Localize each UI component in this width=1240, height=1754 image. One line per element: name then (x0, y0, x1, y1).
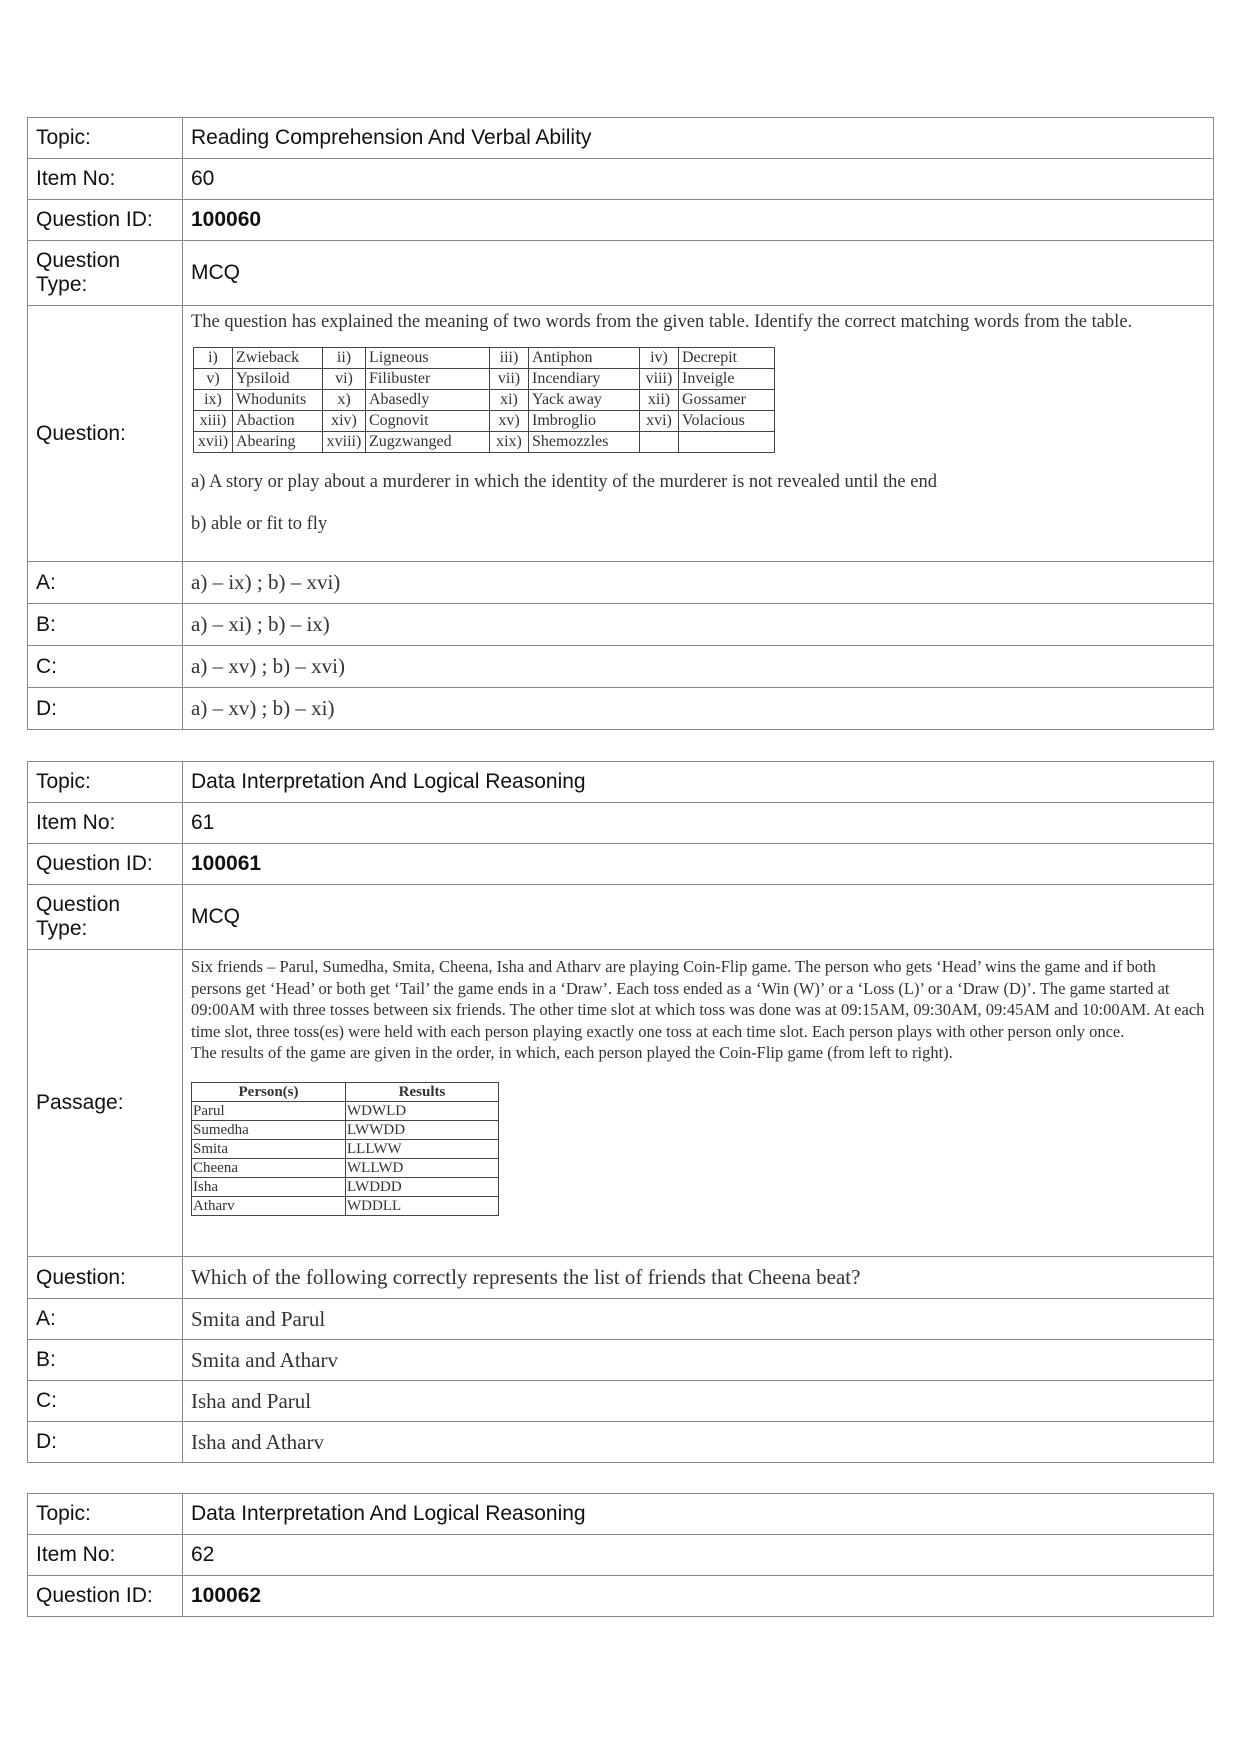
topic-label: Topic: (28, 1494, 183, 1535)
results-row (192, 1158, 499, 1177)
question-block-60 (27, 117, 1214, 730)
topic-value: Reading Comprehension And Verbal Ability (183, 118, 1214, 159)
word-table-row (194, 390, 775, 411)
option-b[interactable]: Smita and Atharv (183, 1340, 1214, 1381)
question-text: Which of the following correctly represents the list of friends that Cheena beat? (183, 1257, 1214, 1299)
option-d-label: D: (28, 1422, 183, 1463)
word-number: iii) (490, 348, 529, 369)
question-instruction: The question has explained the meaning of two words from the given table. Identify the correct matching words from the table. (191, 312, 1133, 332)
meaning-b: b) able or fit to fly (191, 514, 328, 534)
option-d-label: D: (28, 688, 183, 730)
word-entry: Filibuster (366, 369, 490, 390)
results-sequence: LWDDD (346, 1177, 499, 1196)
results-row (192, 1196, 499, 1215)
passage-label: Passage: (28, 950, 183, 1257)
word-entry: Zwieback (233, 348, 323, 369)
results-header-person: Person(s) (192, 1082, 346, 1101)
question-type-value: MCQ (183, 241, 1214, 306)
word-number: xix) (490, 432, 529, 453)
question-block-61 (27, 761, 1214, 1463)
word-number: xvi) (640, 411, 679, 432)
option-d[interactable]: a) – xv) ; b) – xi) (183, 688, 1214, 730)
word-number: xviii) (323, 432, 366, 453)
topic-value: Data Interpretation And Logical Reasoning (183, 762, 1214, 803)
word-entry: Abasedly (366, 390, 490, 411)
word-number: iv) (640, 348, 679, 369)
word-entry: Decrepit (679, 348, 775, 369)
results-sequence: WDDLL (346, 1196, 499, 1215)
word-entry: Imbroglio (529, 411, 640, 432)
word-number: v) (194, 369, 233, 390)
word-entry: Zugzwanged (366, 432, 490, 453)
results-row (192, 1120, 499, 1139)
question-type-label: Question Type: (28, 885, 183, 950)
question-type-value: MCQ (183, 885, 1214, 950)
word-table-row (194, 411, 775, 432)
topic-value: Data Interpretation And Logical Reasoning (183, 1494, 1214, 1535)
topic-label: Topic: (28, 762, 183, 803)
results-row (192, 1139, 499, 1158)
word-number: xi) (490, 390, 529, 411)
word-entry: Cognovit (366, 411, 490, 432)
word-number: xii) (640, 390, 679, 411)
option-a[interactable]: a) – ix) ; b) – xvi) (183, 562, 1214, 604)
results-person: Cheena (192, 1158, 346, 1177)
word-table (193, 347, 775, 453)
option-c-label: C: (28, 1381, 183, 1422)
word-number: vii) (490, 369, 529, 390)
question-label: Question: (28, 306, 183, 562)
option-b[interactable]: a) – xi) ; b) – ix) (183, 604, 1214, 646)
passage-body (183, 950, 1214, 1257)
word-entry: Gossamer (679, 390, 775, 411)
question-block-62 (27, 1493, 1214, 1617)
word-entry: Yack away (529, 390, 640, 411)
word-entry: Volacious (679, 411, 775, 432)
item-no-label: Item No: (28, 803, 183, 844)
results-person: Isha (192, 1177, 346, 1196)
option-c-label: C: (28, 646, 183, 688)
option-c[interactable]: Isha and Parul (183, 1381, 1214, 1422)
question-body (183, 306, 1214, 562)
word-number: ix) (194, 390, 233, 411)
word-number (640, 432, 679, 453)
passage-paragraph-1: Six friends – Parul, Sumedha, Smita, Cheena, Isha and Atharv are playing Coin-Flip game. The person who gets ‘Head’ wins the game and if both persons get ‘Head’ or both get ‘Tail’ the game ends in a ‘Draw’. Each toss ended as a ‘Win (W)’ or a ‘Loss (L)’ or a ‘Draw (D)’. The game started at 09:00AM with three tosses between six friends. The other time slot at which toss was done was at 09:15AM, 09:30AM, 09:45AM and 10:00AM. At each time slot, three toss(es) were held with each person playing exactly one toss at each time slot. Each person plays with other person only once. (191, 957, 1205, 1041)
results-header-results: Results (346, 1082, 499, 1101)
passage-paragraph-2: The results of the game are given in the order, in which, each person played the Coin-Flip game (from left to right). (191, 1043, 953, 1062)
results-table (191, 1082, 499, 1216)
word-number: ii) (323, 348, 366, 369)
option-a[interactable]: Smita and Parul (183, 1299, 1214, 1340)
word-number: xiv) (323, 411, 366, 432)
word-number: xv) (490, 411, 529, 432)
item-no-value: 60 (183, 159, 1214, 200)
item-no-value: 62 (183, 1535, 1214, 1576)
results-person: Parul (192, 1101, 346, 1120)
question-label: Question: (28, 1257, 183, 1299)
topic-label: Topic: (28, 118, 183, 159)
meaning-a: a) A story or play about a murderer in which the identity of the murderer is not revealed until the end (191, 472, 937, 492)
word-number: i) (194, 348, 233, 369)
results-row (192, 1101, 499, 1120)
word-entry: Abaction (233, 411, 323, 432)
word-entry: Ligneous (366, 348, 490, 369)
option-a-label: A: (28, 562, 183, 604)
question-id-label: Question ID: (28, 844, 183, 885)
word-table-row (194, 432, 775, 453)
results-sequence: LWWDD (346, 1120, 499, 1139)
word-entry: Abearing (233, 432, 323, 453)
word-entry: Incendiary (529, 369, 640, 390)
question-id-value: 100061 (183, 844, 1214, 885)
word-entry: Ypsiloid (233, 369, 323, 390)
word-number: viii) (640, 369, 679, 390)
word-entry (679, 432, 775, 453)
word-entry: Antiphon (529, 348, 640, 369)
question-id-label: Question ID: (28, 200, 183, 241)
word-number: vi) (323, 369, 366, 390)
word-table-row (194, 348, 775, 369)
word-entry: Shemozzles (529, 432, 640, 453)
word-number: xiii) (194, 411, 233, 432)
word-number: x) (323, 390, 366, 411)
option-b-label: B: (28, 1340, 183, 1381)
word-table-row (194, 369, 775, 390)
word-entry: Inveigle (679, 369, 775, 390)
item-no-label: Item No: (28, 159, 183, 200)
question-id-value: 100060 (183, 200, 1214, 241)
results-person: Atharv (192, 1196, 346, 1215)
word-entry: Whodunits (233, 390, 323, 411)
results-sequence: WLLWD (346, 1158, 499, 1177)
results-row (192, 1177, 499, 1196)
item-no-label: Item No: (28, 1535, 183, 1576)
results-sequence: LLLWW (346, 1139, 499, 1158)
question-type-label: Question Type: (28, 241, 183, 306)
results-sequence: WDWLD (346, 1101, 499, 1120)
results-person: Sumedha (192, 1120, 346, 1139)
option-b-label: B: (28, 604, 183, 646)
option-c[interactable]: a) – xv) ; b) – xvi) (183, 646, 1214, 688)
question-id-value: 100062 (183, 1576, 1214, 1617)
option-d[interactable]: Isha and Atharv (183, 1422, 1214, 1463)
results-person: Smita (192, 1139, 346, 1158)
word-number: xvii) (194, 432, 233, 453)
question-id-label: Question ID: (28, 1576, 183, 1617)
option-a-label: A: (28, 1299, 183, 1340)
item-no-value: 61 (183, 803, 1214, 844)
